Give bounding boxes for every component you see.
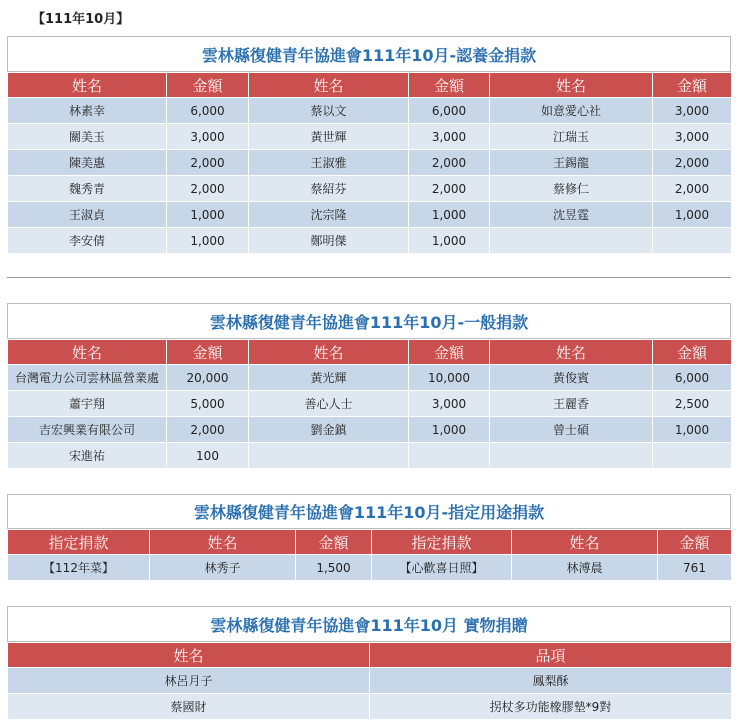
column-header: 姓名 xyxy=(490,73,653,98)
column-header: 金額 xyxy=(167,340,249,365)
donation-amount: 1,000 xyxy=(167,228,249,254)
donor-name: 蔡以文 xyxy=(249,98,409,124)
donor-name: 如意愛心社 xyxy=(490,98,653,124)
donor-name: 魏秀青 xyxy=(8,176,167,202)
donation-amount xyxy=(653,443,732,469)
general-donation-table xyxy=(7,339,732,469)
donation-amount: 2,500 xyxy=(653,391,732,417)
table-row xyxy=(8,668,732,694)
donor-name: 關美玉 xyxy=(8,124,167,150)
donor-name: 沈昱霆 xyxy=(490,202,653,228)
table-row xyxy=(8,391,732,417)
column-header: 指定捐款 xyxy=(8,530,150,555)
donor-name: 林溥晨 xyxy=(512,555,658,581)
section-designated xyxy=(7,494,731,581)
donation-amount: 3,000 xyxy=(409,391,490,417)
column-header: 金額 xyxy=(167,73,249,98)
designated-purpose: 【心歡喜日照】 xyxy=(372,555,512,581)
table-header-row xyxy=(8,643,732,668)
donated-item: 鳳梨酥 xyxy=(370,668,732,694)
table-row xyxy=(8,443,732,469)
page-title: 【111年10月】 xyxy=(32,12,130,27)
donation-amount: 3,000 xyxy=(653,124,732,150)
donor-name: 黃世輝 xyxy=(249,124,409,150)
table-row xyxy=(8,365,732,391)
donation-amount: 2,000 xyxy=(167,417,249,443)
donor-name: 王淑貞 xyxy=(8,202,167,228)
donor-name: 江瑞玉 xyxy=(490,124,653,150)
donation-amount: 761 xyxy=(658,555,732,581)
column-header: 金額 xyxy=(296,530,372,555)
donor-name: 沈宗隆 xyxy=(249,202,409,228)
table-header-row xyxy=(8,340,732,365)
table-row xyxy=(8,228,732,254)
donation-amount: 10,000 xyxy=(409,365,490,391)
donation-amount: 3,000 xyxy=(409,124,490,150)
column-header: 姓名 xyxy=(8,643,370,668)
section-in-kind xyxy=(7,606,731,720)
donor-name: 林素幸 xyxy=(8,98,167,124)
donor-name: 蔡修仁 xyxy=(490,176,653,202)
designated-donation-table xyxy=(7,529,732,581)
donation-amount: 100 xyxy=(167,443,249,469)
donor-name: 林呂月子 xyxy=(8,668,370,694)
donor-name: 善心人士 xyxy=(249,391,409,417)
column-header: 姓名 xyxy=(249,340,409,365)
table-row xyxy=(8,202,732,228)
section-title: 雲林縣復健青年協進會111年10月 實物捐贈 xyxy=(7,606,731,642)
donor-name: 王麗香 xyxy=(490,391,653,417)
donor-name: 黃俊賓 xyxy=(490,365,653,391)
column-header: 品項 xyxy=(370,643,732,668)
donation-amount: 1,000 xyxy=(653,417,732,443)
table-row xyxy=(8,124,732,150)
table-row xyxy=(8,417,732,443)
column-header: 金額 xyxy=(658,530,732,555)
donor-name: 台灣電力公司雲林區營業處 xyxy=(8,365,167,391)
donor-name: 蔡國財 xyxy=(8,694,370,720)
section-sponsorship xyxy=(7,36,731,254)
column-header: 姓名 xyxy=(512,530,658,555)
table-row xyxy=(8,555,732,581)
donation-amount: 2,000 xyxy=(409,150,490,176)
column-header: 金額 xyxy=(409,73,490,98)
sponsorship-table xyxy=(7,72,732,254)
table-header-row xyxy=(8,73,732,98)
section-divider xyxy=(7,277,731,278)
donation-amount: 1,000 xyxy=(409,417,490,443)
donated-item: 拐杖多功能橡膠墊*9對 xyxy=(370,694,732,720)
donor-name: 王淑雅 xyxy=(249,150,409,176)
designated-purpose: 【112年菜】 xyxy=(8,555,150,581)
donor-name: 林秀子 xyxy=(150,555,296,581)
donation-amount: 1,000 xyxy=(653,202,732,228)
donor-name: 王錫龍 xyxy=(490,150,653,176)
donation-amount: 20,000 xyxy=(167,365,249,391)
table-row xyxy=(8,694,732,720)
column-header: 姓名 xyxy=(8,73,167,98)
donation-amount: 5,000 xyxy=(167,391,249,417)
donation-amount: 1,500 xyxy=(296,555,372,581)
column-header: 姓名 xyxy=(150,530,296,555)
donation-amount: 6,000 xyxy=(167,98,249,124)
donation-amount: 1,000 xyxy=(167,202,249,228)
donor-name: 宋進祐 xyxy=(8,443,167,469)
donor-name xyxy=(490,443,653,469)
donation-amount: 2,000 xyxy=(167,150,249,176)
donor-name: 劉金鎮 xyxy=(249,417,409,443)
donor-name: 陳美惠 xyxy=(8,150,167,176)
column-header: 金額 xyxy=(653,340,732,365)
column-header: 姓名 xyxy=(249,73,409,98)
donation-amount: 2,000 xyxy=(653,150,732,176)
donation-amount: 3,000 xyxy=(167,124,249,150)
donor-name xyxy=(490,228,653,254)
column-header: 金額 xyxy=(653,73,732,98)
column-header: 金額 xyxy=(409,340,490,365)
donor-name: 鄭明傑 xyxy=(249,228,409,254)
donor-name: 吉宏興業有限公司 xyxy=(8,417,167,443)
donation-amount xyxy=(409,443,490,469)
donation-amount: 3,000 xyxy=(653,98,732,124)
donation-amount: 1,000 xyxy=(409,202,490,228)
donation-amount: 6,000 xyxy=(653,365,732,391)
section-title: 雲林縣復健青年協進會111年10月-指定用途捐款 xyxy=(7,494,731,529)
table-header-row xyxy=(8,530,732,555)
column-header: 指定捐款 xyxy=(372,530,512,555)
table-row xyxy=(8,150,732,176)
donation-amount: 2,000 xyxy=(653,176,732,202)
donor-name xyxy=(249,443,409,469)
donation-amount: 2,000 xyxy=(409,176,490,202)
column-header: 姓名 xyxy=(490,340,653,365)
donor-name: 曾士碩 xyxy=(490,417,653,443)
table-row xyxy=(8,176,732,202)
donation-amount: 6,000 xyxy=(409,98,490,124)
donation-amount: 1,000 xyxy=(409,228,490,254)
in-kind-donation-table xyxy=(7,642,732,720)
donation-amount xyxy=(653,228,732,254)
section-general xyxy=(7,303,731,469)
donation-amount: 2,000 xyxy=(167,176,249,202)
table-row xyxy=(8,98,732,124)
donor-name: 蕭宇翔 xyxy=(8,391,167,417)
donor-name: 李安倩 xyxy=(8,228,167,254)
column-header: 姓名 xyxy=(8,340,167,365)
section-title: 雲林縣復健青年協進會111年10月-一般捐款 xyxy=(7,303,731,339)
donor-name: 黃光輝 xyxy=(249,365,409,391)
section-title: 雲林縣復健青年協進會111年10月-認養金捐款 xyxy=(7,36,731,72)
donor-name: 蔡紹芬 xyxy=(249,176,409,202)
